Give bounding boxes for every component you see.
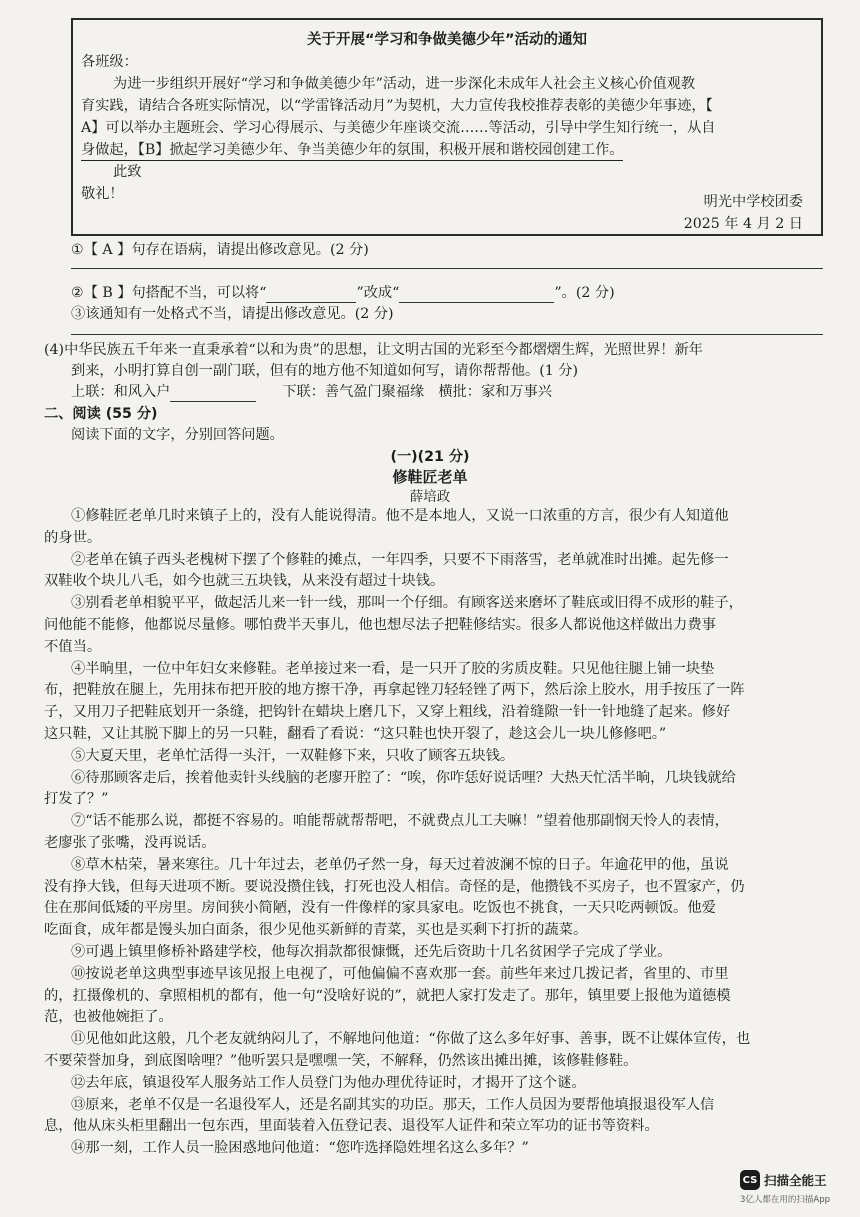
article-line: 问他能不能修，他都说尽量修。哪怕费半天事儿，他也想尽法子把鞋修结实。很多人都说他这样做出力费事 — [44, 617, 716, 633]
notice-title: 关于开展“学习和争做美德少年”活动的通知 — [306, 32, 588, 48]
article-line: ③别看老单相貌平平，做起活儿来一针一线，那叫一个仔细。有顾客送来磨坏了鞋底或旧得不成形的鞋子， — [71, 595, 743, 612]
article-line: ⑬原来，老单不仅是一名退役军人，还是名副其实的功臣。那天，工作人员因为要帮他填报退役军人信 — [71, 1096, 715, 1113]
article-line: 息，他从床头柜里翻出一包东西，里面装着入伍登记表、退役军人证件和荣立军功的证书等资料。 — [44, 1118, 659, 1135]
reading-part-label: (一)(21 分) — [390, 449, 470, 465]
article-line: 打发了？” — [44, 791, 109, 808]
article-line: 老廖张了张嘴，没再说话。 — [44, 835, 216, 851]
question-4: (4)中华民族五千年来一直秉承着“以和为贵”的思想，让文明古国的光彩至今都熠熠生辉，光照世界！新年 — [44, 342, 703, 358]
couplet-upper: 上联：和风入户 — [71, 384, 171, 400]
scanner-logo-name: 扫描全能王 — [764, 1173, 827, 1188]
article-line: ⑭那一刻，工作人员一脸困惑地问他道：“您咋选择隐姓埋名这么多年？” — [71, 1140, 529, 1157]
article-line: ②老单在镇子西头老槐树下摆了个修鞋的摊点，一年四季，只要不下雨落雪，老单就准时出摊。起先修一 — [71, 551, 729, 568]
article-line: 布，把鞋放在腿上，先用抹布把开胶的地方擦干净，再拿起锉刀轻轻锉了两下，然后涂上胶水，用手按压了一阵 — [44, 682, 745, 699]
article-line: 不要荣誉加身，到底图啥哩？”他听罢只是嘿嘿一笑，不解释，仍然该出摊出摊，该修鞋修鞋。 — [44, 1053, 638, 1069]
article-author: 薛培政 — [409, 489, 451, 505]
answer-line[interactable] — [71, 268, 823, 269]
question-2 — [71, 283, 615, 303]
couplet-lower: 下联：善气盈门聚福缘 横批：家和万事兴 — [282, 384, 552, 400]
notice-salutation: 各班级： — [81, 54, 138, 70]
article-line: 不值当。 — [44, 638, 102, 655]
answer-blank[interactable] — [266, 286, 356, 303]
article-line: ⑧草木枯荣，暑来寒往。几十年过去，老单仍孑然一身，每天过着波澜不惊的日子。年逾花甲的他，虽说 — [71, 856, 729, 873]
notice-paragraph-line: A】可以举办主题班会、学习心得展示、与美德少年座谈交流……等活动，引导中学生知行统一，从自 — [81, 120, 716, 136]
article-line: ⑥待那顾客走后，挨着他卖针头线脑的老廖开腔了：“唉，你咋恁好说话哩？大热天忙活半晌，几块钱就给 — [71, 769, 736, 786]
answer-blank[interactable] — [170, 385, 256, 402]
section-heading: 二、阅读 (55 分) — [44, 406, 158, 422]
article-line: ⑪见他如此这般，几个老友就纳闷儿了，不解地问他道：“你做了这么多年好事、善事，既不让媒体宣传，也 — [71, 1031, 751, 1048]
question-2-text: ”改成“ — [356, 285, 400, 301]
article-line: ①修鞋匠老单几时来镇子上的，没有人能说得清。他不是本地人，又说一口浓重的方言，很少有人知道他 — [71, 508, 729, 524]
article-line: ⑫去年底，镇退役军人服务站工作人员登门为他办理优待证时，才揭开了这个谜。 — [71, 1074, 586, 1091]
article-line: ④半晌里，一位中年妇女来修鞋。老单接过来一看，是一只开了胶的劣质皮鞋。只见他往腿上铺一块垫 — [71, 660, 715, 677]
question-1: ①【 A 】句存在语病，请提出修改意见。(2 分) — [71, 242, 369, 258]
notice-paragraph-line: 为进一步组织开展好“学习和争做美德少年”活动，进一步深化未成年人社会主义核心价值观教 — [113, 76, 696, 92]
notice-date: 2025 年 4 月 2 日 — [683, 216, 803, 232]
article-line: ⑦“话不能那么说，都挺不容易的。咱能帮就帮帮吧，不就费点儿工夫嘛！”望着他那副悯天怜人的表情， — [71, 813, 729, 830]
article-line: 吃面食，成年都是馒头加白面条，很少见他买新鲜的青菜，买也是买剩下打折的蔬菜。 — [44, 922, 588, 939]
article-line: ⑩按说老单这典型事迹早该见报上电视了，可他偏偏不喜欢那一套。前些年来过几拨记者，省里的、市里 — [71, 965, 729, 982]
article-line: 这只鞋，又让其脱下脚上的另一只鞋，翻看了看说：“这只鞋也快开裂了，趁这会儿一块儿修修吧。” — [44, 726, 667, 742]
article-line: 的，扛摄像机的、拿照相机的都有，他一句“没啥好说的”，就把人家打发走了。那年，镇里要上报他为道德模 — [44, 987, 731, 1004]
notice-paragraph-line: 育实践，请结合各班实际情况，以“学雷锋活动月”为契机，大力宣传我校推荐表彰的美德少年事迹，【 — [81, 98, 713, 114]
article-line: ⑤大夏天里，老单忙活得一头汗，一双鞋修下来，只收了顾客五块钱。 — [71, 747, 515, 764]
question-3: ③该通知有一处格式不当，请提出修改意见。(2 分) — [71, 306, 394, 322]
article-line: 住在那间低矮的平房里。房间狭小简陋，没有一件像样的家具家电。吃饭也不挑食，一天只吃两顿饭。他爱 — [44, 900, 716, 917]
answer-blank[interactable] — [399, 286, 554, 303]
question-2-text: ”。(2 分) — [554, 285, 615, 301]
couplet-row — [71, 382, 552, 402]
scanner-logo — [740, 1170, 827, 1190]
article-line: 双鞋收个块儿八毛，如今也就三五块钱，从来没有超过十块钱。 — [44, 573, 445, 590]
notice-paragraph-line: 身做起，【B】掀起学习美德少年、争当美德少年的氛围，积极开展和谐校园创建工作。 — [81, 140, 623, 161]
scanner-logo-icon: CS — [740, 1170, 760, 1190]
notice-closing: 此致 — [113, 164, 142, 180]
article-line: 没有挣大钱，但每天进项不断。要说没攒住钱，打死也没人相信。奇怪的是，他攒钱不买房子，也不置家产，仍 — [44, 878, 745, 895]
notice-box — [71, 18, 823, 236]
article-line: 子，又用刀子把鞋底划开一条缝，把钩针在蜡块上磨几下，又穿上粗线，沿着缝隙一针一针地缝了起来。修好 — [44, 704, 731, 721]
question-2-text: ②【 B 】句搭配不当，可以将“ — [71, 285, 267, 301]
article-line: 的身世。 — [44, 529, 102, 546]
notice-signer: 明光中学校团委 — [703, 194, 803, 210]
article-line: ⑨可遇上镇里修桥补路建学校，他每次捐款都很慷慨，还先后资助十几名贫困学子完成了学业。 — [71, 944, 672, 960]
article-line: 范，也被他婉拒了。 — [44, 1009, 173, 1026]
question-4: 到来，小明打算自创一副门联，但有的地方他不知道如何写，请你帮帮他。(1 分) — [71, 363, 578, 379]
reading-instruction: 阅读下面的文字，分别回答问题。 — [71, 427, 284, 443]
answer-line[interactable] — [71, 334, 823, 335]
article-title: 修鞋匠老单 — [392, 468, 468, 486]
scanner-logo-tagline: 3亿人都在用的扫描App — [740, 1195, 831, 1205]
notice-closing: 敬礼！ — [81, 186, 124, 202]
